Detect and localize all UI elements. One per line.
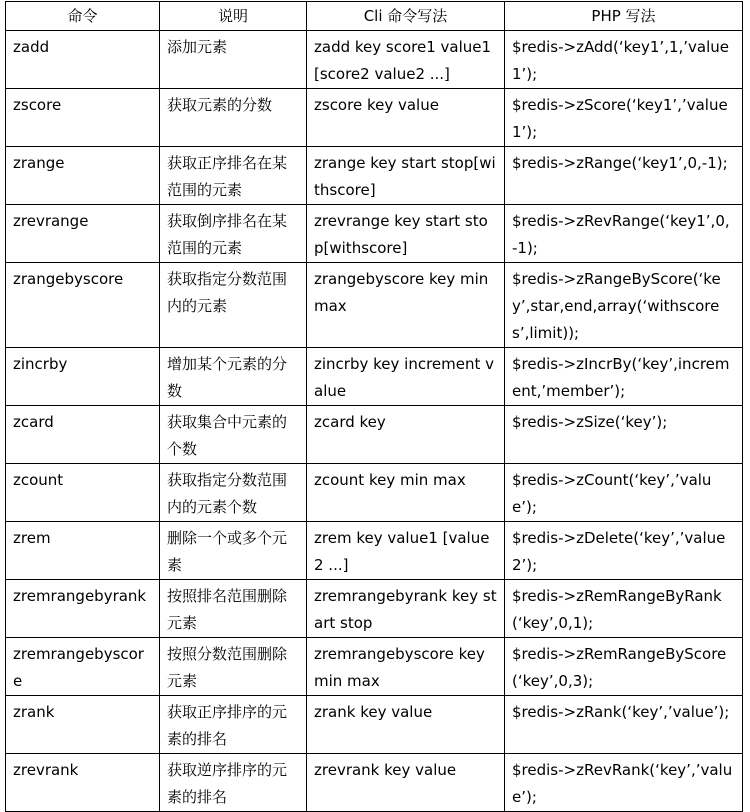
cli-syntax-cell: zscore key value xyxy=(307,89,505,147)
command-cell: zrevrange xyxy=(6,205,160,263)
description-cell: 获取正序排名在某范围的元素 xyxy=(160,147,307,205)
cli-syntax-cell: zrevrange key start stop[withscore] xyxy=(307,205,505,263)
header-php-syntax: PHP 写法 xyxy=(505,2,743,31)
cli-syntax-cell: zrangebyscore key min max xyxy=(307,263,505,348)
command-cell: zremrangebyscore xyxy=(6,638,160,696)
cli-syntax-cell: zremrangebyscore key min max xyxy=(307,638,505,696)
php-syntax-cell: $redis->zSize(‘key’); xyxy=(505,406,743,464)
table-row xyxy=(6,31,743,89)
table-row xyxy=(6,638,743,696)
description-cell: 按照分数范围删除元素 xyxy=(160,638,307,696)
php-syntax-cell: $redis->zCount(‘key’,’value’); xyxy=(505,464,743,522)
cli-syntax-cell: zcard key xyxy=(307,406,505,464)
description-cell: 获取指定分数范围内的元素 xyxy=(160,263,307,348)
header-cli-syntax: Cli 命令写法 xyxy=(307,2,505,31)
description-cell: 获取倒序排名在某范围的元素 xyxy=(160,205,307,263)
cli-syntax-cell: zrem key value1 [value2 ...] xyxy=(307,522,505,580)
table-row xyxy=(6,263,743,348)
php-syntax-cell: $redis->zRemRangeByRank(‘key’,0,1); xyxy=(505,580,743,638)
php-syntax-cell: $redis->zRange(‘key1’,0,-1); xyxy=(505,147,743,205)
table-row xyxy=(6,89,743,147)
table-row xyxy=(6,147,743,205)
description-cell: 增加某个元素的分数 xyxy=(160,348,307,406)
command-cell: zadd xyxy=(6,31,160,89)
php-syntax-cell: $redis->zScore(‘key1’,’value1’); xyxy=(505,89,743,147)
redis-sorted-set-command-table xyxy=(5,1,743,812)
command-cell: zremrangebyrank xyxy=(6,580,160,638)
cli-syntax-cell: zincrby key increment value xyxy=(307,348,505,406)
command-cell: zrevrank xyxy=(6,754,160,812)
description-cell: 按照排名范围删除元素 xyxy=(160,580,307,638)
table-row xyxy=(6,522,743,580)
command-cell: zrem xyxy=(6,522,160,580)
cli-syntax-cell: zadd key score1 value1 [score2 value2 ...] xyxy=(307,31,505,89)
cli-syntax-cell: zrange key start stop[withscore] xyxy=(307,147,505,205)
description-cell: 添加元素 xyxy=(160,31,307,89)
php-syntax-cell: $redis->zRank(‘key’,’value’); xyxy=(505,696,743,754)
cli-syntax-cell: zremrangebyrank key start stop xyxy=(307,580,505,638)
table-row xyxy=(6,754,743,812)
table-row xyxy=(6,580,743,638)
table-row xyxy=(6,406,743,464)
table-row xyxy=(6,348,743,406)
description-cell: 获取元素的分数 xyxy=(160,89,307,147)
description-cell: 获取集合中元素的个数 xyxy=(160,406,307,464)
command-cell: zrangebyscore xyxy=(6,263,160,348)
header-description: 说明 xyxy=(160,2,307,31)
description-cell: 删除一个或多个元素 xyxy=(160,522,307,580)
description-cell: 获取指定分数范围内的元素个数 xyxy=(160,464,307,522)
table-row xyxy=(6,205,743,263)
header-row xyxy=(6,2,743,31)
php-syntax-cell: $redis->zDelete(‘key’,’value2’); xyxy=(505,522,743,580)
command-cell: zincrby xyxy=(6,348,160,406)
php-syntax-cell: $redis->zRemRangeByScore(‘key’,0,3); xyxy=(505,638,743,696)
command-cell: zcount xyxy=(6,464,160,522)
php-syntax-cell: $redis->zIncrBy(‘key’,increment,’member’); xyxy=(505,348,743,406)
command-cell: zrange xyxy=(6,147,160,205)
php-syntax-cell: $redis->zRevRank(‘key’,’value’); xyxy=(505,754,743,812)
command-cell: zrank xyxy=(6,696,160,754)
php-syntax-cell: $redis->zRangeByScore(‘key’,star,end,array(‘withscores’,limit)); xyxy=(505,263,743,348)
table-row xyxy=(6,696,743,754)
description-cell: 获取逆序排序的元素的排名 xyxy=(160,754,307,812)
table-row xyxy=(6,464,743,522)
cli-syntax-cell: zrevrank key value xyxy=(307,754,505,812)
header-command: 命令 xyxy=(6,2,160,31)
php-syntax-cell: $redis->zRevRange(‘key1’,0,-1); xyxy=(505,205,743,263)
command-cell: zcard xyxy=(6,406,160,464)
php-syntax-cell: $redis->zAdd(‘key1’,1,’value1’); xyxy=(505,31,743,89)
description-cell: 获取正序排序的元素的排名 xyxy=(160,696,307,754)
command-cell: zscore xyxy=(6,89,160,147)
cli-syntax-cell: zcount key min max xyxy=(307,464,505,522)
cli-syntax-cell: zrank key value xyxy=(307,696,505,754)
